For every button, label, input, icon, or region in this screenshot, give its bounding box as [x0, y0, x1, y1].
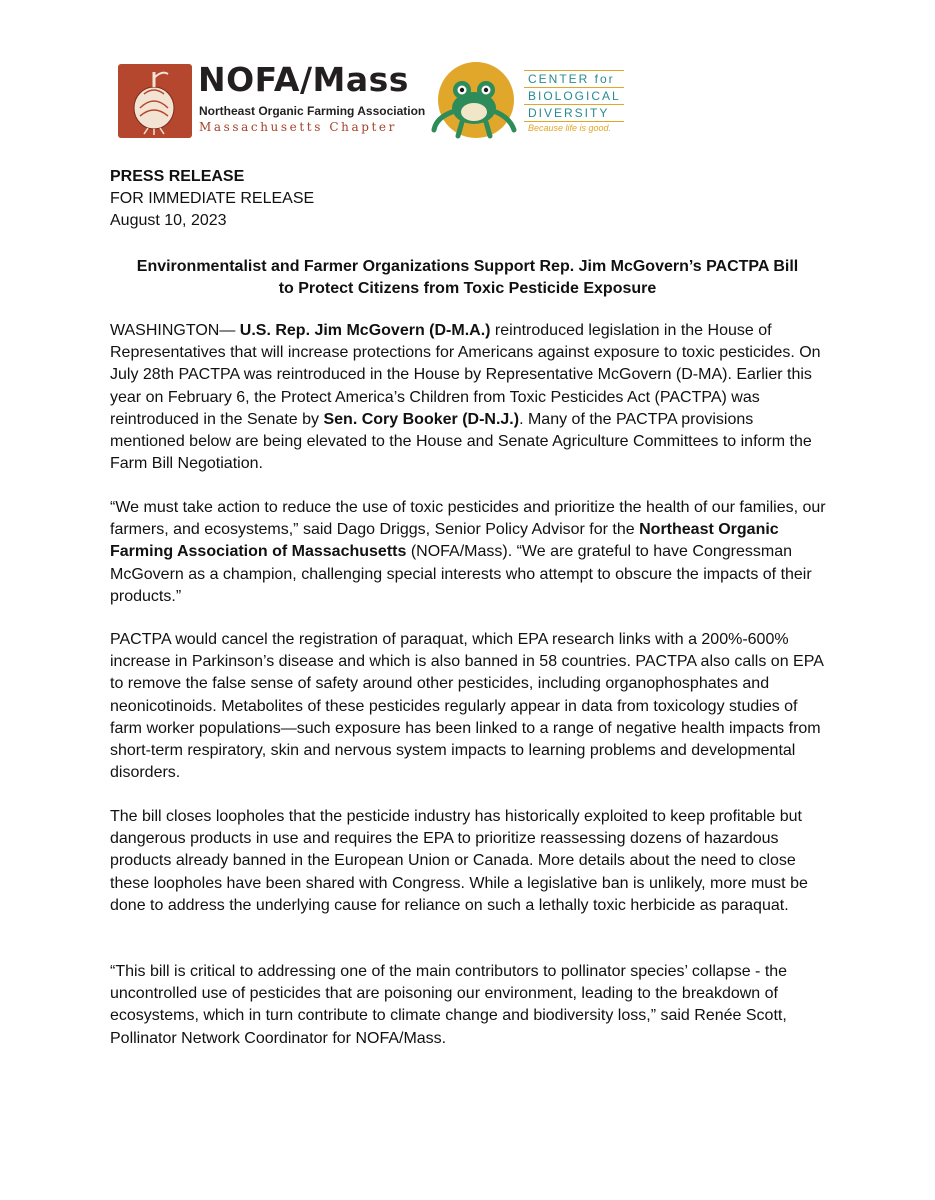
p2-quote: “We must take action to reduce the use of toxic pesticides and prioritize the health of our families, our farmers, and ecosystems,” said Dago Driggs, Senior Policy Advisor for the	[110, 499, 826, 539]
cbd-line1: CENTER for	[528, 72, 615, 86]
cbd-line2: BIOLOGICAL	[528, 89, 621, 103]
nofa-subtitle: Northeast Organic Farming Association	[199, 104, 426, 118]
frog-icon	[428, 60, 520, 142]
p1-dateline: WASHINGTON—	[110, 322, 240, 339]
paragraph-3: PACTPA would cancel the registration of paraquat, which EPA research links with a 200%-600% increase in Parkinson’s disease and which is also banned in 58 countries. PACTPA also calls on EPA to remove the false sense of safety around other pesticides, including organophosphates and neonicotinoids. Metabolites of these pesticides regularly appear in data from toxicology studies of farm worker populations—such exposure has been linked to a range of negative health impacts from short-term respiratory, skin and nervous system impacts to learning problems and developmental disorders.	[110, 631, 823, 782]
release-header	[110, 166, 314, 232]
p1-mcgovern: U.S. Rep. Jim McGovern (D-M.A.)	[239, 322, 491, 339]
onion-icon	[118, 64, 192, 138]
paragraph-5: “This bill is critical to addressing one of the main contributors to pollinator species’ collapse - the uncontrolled use of pesticides that are poisoning our environment, leading to the breakdown of ecosystems, which in turn contribute to climate change and biodiversity loss,” said Renée Scott, Pollinator Network Coordinator for NOFA/Mass.	[110, 963, 788, 1047]
release-timing: FOR IMMEDIATE RELEASE	[110, 190, 315, 207]
cbd-rule	[524, 70, 624, 71]
p1-end: . Many of the PACTPA provisions mentioned below are being elevated to the House and Senate Agriculture Committees to inform the Farm Bill Negotiation.	[110, 410, 812, 473]
paragraph-1	[110, 320, 830, 475]
release-date: August 10, 2023	[110, 212, 227, 229]
p1-body: reintroduced legislation in the House of Representatives that will increase protections for Americans against exposure to toxic pesticides. On July 28th PACTPA was reintroduced in the House by Representative McGovern (D-MA). Earlier this year on February 6, the Protect America’s Children from Toxic Pesticides Act (PACTPA) was reintroduced in the Senate by	[110, 322, 821, 428]
cbd-tagline: Because life is good.	[528, 123, 612, 133]
center-for-biological-diversity-logo	[428, 60, 628, 144]
press-release-label: PRESS RELEASE	[110, 168, 245, 185]
headline-line1: Environmentalist and Farmer Organizations Support Rep. Jim McGovern’s PACTPA Bill	[136, 258, 799, 275]
p2-org: Northeast Organic Farming Association of Massachusetts	[110, 521, 779, 561]
paragraph-4: The bill closes loopholes that the pesticide industry has historically exploited to keep profitable but dangerous products in use and requires the EPA to prioritize reassessing dozens of hazardous products already banned in the European Union or Canada. More details about the need to close these loopholes have been shared with Congress. While a legislative ban is unlikely, more must be done to address the underlying cause for reliance on such a lethally toxic herbicide as paraquat.	[110, 808, 808, 914]
headline	[110, 256, 825, 300]
nofa-mass-logo	[118, 60, 426, 138]
cbd-rule	[524, 104, 624, 105]
p2-end: (NOFA/Mass). “We are grateful to have Congressman McGovern as a champion, challenging special interests who attempt to obscure the impacts of their products.”	[110, 543, 812, 605]
nofa-title: NOFA/Mass	[198, 60, 409, 99]
paragraph-2	[110, 497, 830, 608]
nofa-chapter: Massachusetts Chapter	[199, 120, 397, 134]
p1-booker: Sen. Cory Booker (D-N.J.)	[323, 410, 520, 428]
cbd-line3: DIVERSITY	[528, 106, 610, 120]
headline-line2: to Protect Citizens from Toxic Pesticide Exposure	[278, 280, 657, 297]
logo-bar	[118, 60, 638, 144]
cbd-rule	[524, 87, 624, 88]
cbd-rule	[524, 121, 624, 122]
